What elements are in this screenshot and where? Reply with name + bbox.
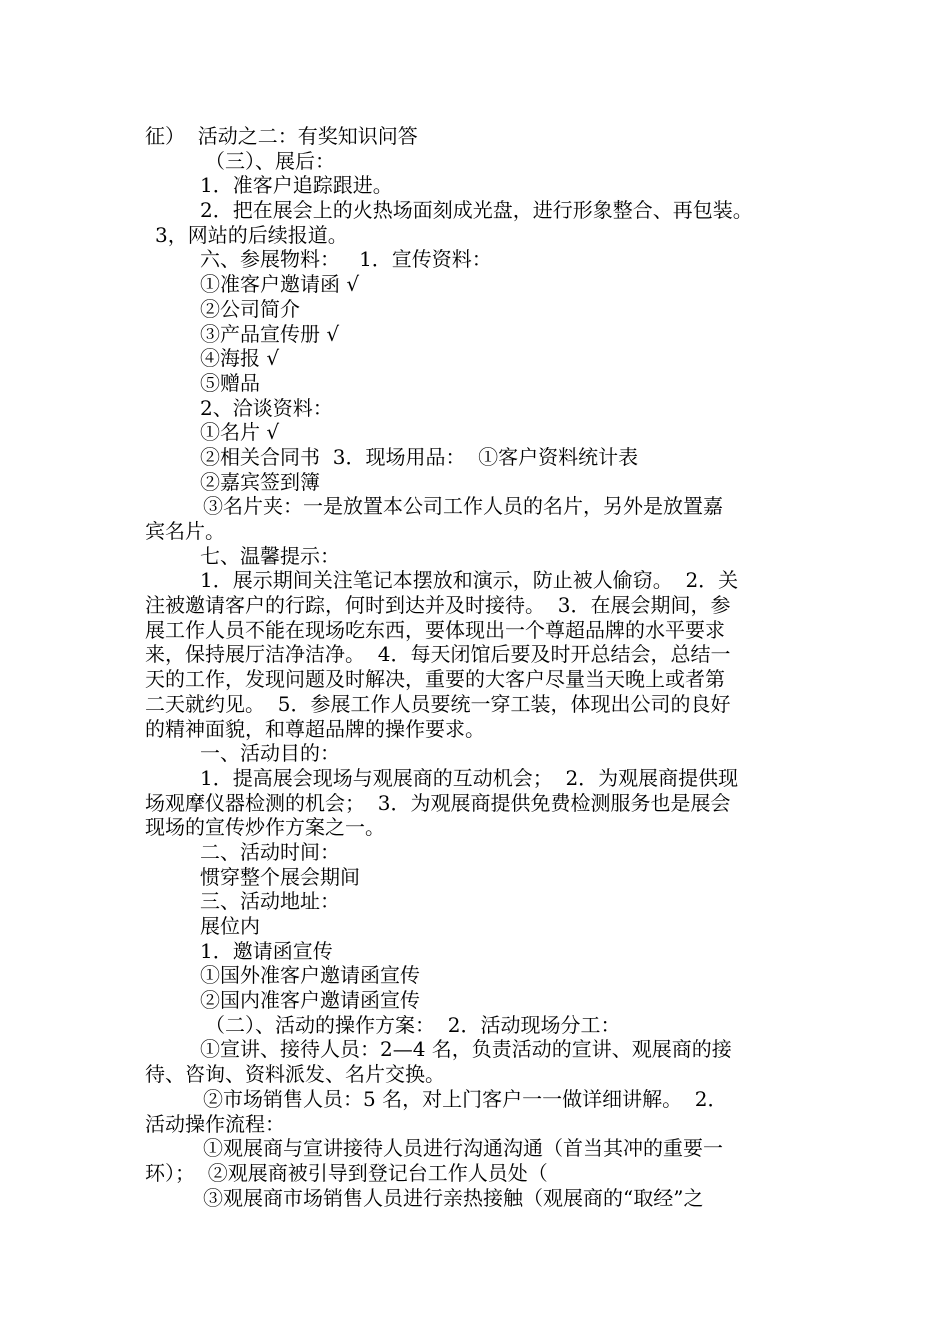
text-line: 3，网站的后续报道。 (155, 222, 348, 247)
text-line: 1．邀请函宣传 (200, 938, 333, 963)
text-line: 征） 活动之二：有奖知识问答 (145, 124, 418, 148)
text-line: 1．准客户追踪跟进。 (200, 173, 393, 198)
text-line: 宾名片。 (145, 519, 225, 543)
text-line: 2、洽谈资料： (200, 395, 333, 420)
text-line: ⑤赠品 (200, 370, 260, 395)
text-line: ③观展商市场销售人员进行亲热接触（观展商的“取经”之 (203, 1185, 704, 1210)
text-line: 的精神面貌，和尊超品牌的操作要求。 (145, 716, 485, 741)
text-line: 七、温馨提示： (200, 543, 340, 568)
text-line: ④海报 √ (200, 346, 280, 371)
text-line: 注被邀请客户的行踪，何时到达并及时接待。 3．在展会期间，参 (145, 593, 731, 618)
text-line: ①国外准客户邀请函宣传 (200, 963, 420, 988)
text-line: 2．把在展会上的火热场面刻成光盘，进行形象整合、再包装。 (200, 198, 753, 223)
text-line: （二）、活动的操作方案： 2．活动现场分工： (205, 1012, 621, 1037)
text-line: ③产品宣传册 √ (200, 321, 340, 346)
text-line: 场观摩仪器检测的机会； 3．为观展商提供免费检测服务也是展会 (145, 790, 731, 815)
text-line: 展位内 (200, 914, 260, 938)
text-line: ①准客户邀请函 √ (200, 272, 360, 297)
text-line: 三、活动地址： (200, 889, 340, 914)
text-line: 环）； ②观展商被引导到登记台工作人员处（ (145, 1160, 548, 1185)
document-body (145, 124, 825, 1210)
text-line: ②嘉宾签到簿 (200, 469, 320, 494)
text-line: 待、咨询、资料派发、名片交换。 (145, 1062, 445, 1087)
text-line: 天的工作，发现问题及时解决，重要的大客户尽量当天晚上或者第 (145, 667, 725, 692)
text-line: ②公司简介 (200, 296, 300, 321)
text-line: 二、活动时间： (200, 839, 340, 864)
text-line: ②国内准客户邀请函宣传 (200, 988, 420, 1013)
text-line: 一、活动目的： (200, 741, 340, 766)
text-line: 展工作人员不能在现场吃东西，要体现出一个尊超品牌的水平要求 (145, 617, 725, 642)
text-line: 六、参展物料： 1．宣传资料： (200, 247, 492, 272)
text-line: 惯穿整个展会期间 (200, 864, 360, 889)
text-line: 来，保持展厅洁净洁净。 4．每天闭馆后要及时开总结会，总结一 (145, 642, 731, 667)
text-line: ②市场销售人员：5 名，对上门客户一一做详细讲解。 2． (203, 1086, 728, 1111)
text-line: 二天就约见。 5．参展工作人员要统一穿工装，体现出公司的良好 (145, 691, 731, 716)
text-line: （三）、展后： (205, 148, 335, 173)
text-line: ①观展商与宣讲接待人员进行沟通沟通（首当其冲的重要一 (203, 1136, 723, 1161)
text-line: ③名片夹：一是放置本公司工作人员的名片，另外是放置嘉 (203, 494, 723, 519)
text-line: 活动操作流程： (145, 1111, 285, 1136)
text-line: ②相关合同书 3．现场用品： ①客户资料统计表 (200, 444, 639, 469)
text-line: ①宣讲、接待人员：2—4 名，负责活动的宣讲、观展商的接 (200, 1037, 732, 1062)
text-line: 1．提高展会现场与观展商的互动机会； 2．为观展商提供现 (200, 765, 739, 790)
text-line: 1．展示期间关注笔记本摆放和演示，防止被人偷窃。 2．关 (200, 568, 739, 593)
text-line: 现场的宣传炒作方案之一。 (145, 815, 385, 840)
text-line: ①名片 √ (200, 420, 280, 445)
